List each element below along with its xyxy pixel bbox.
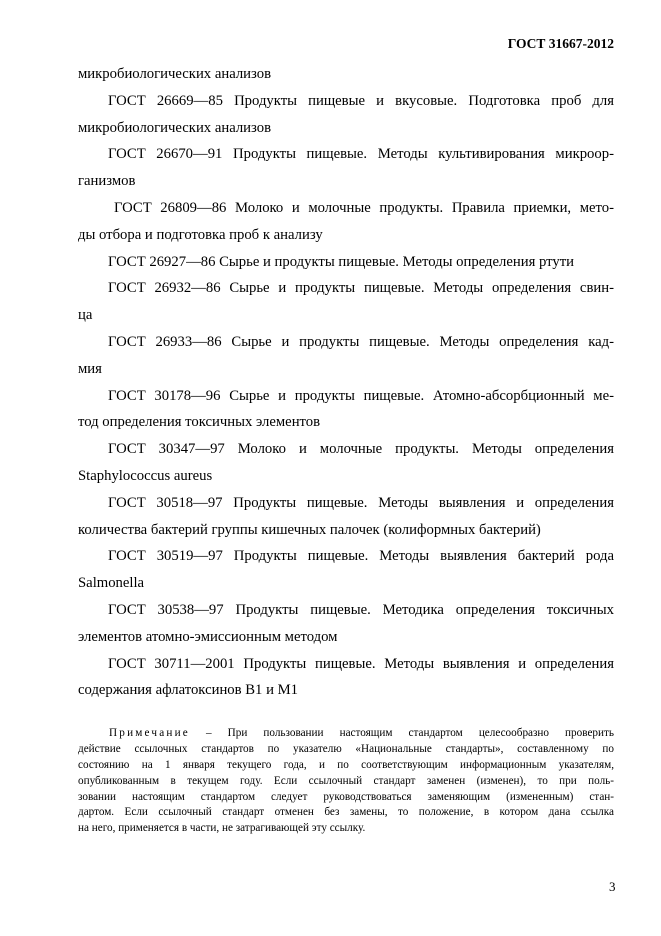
normative-references bbox=[78, 61, 614, 704]
reference-continuation: Staphylococcus aureus bbox=[78, 467, 213, 484]
note-line: опубликованным в текущем году. Если ссылочный стандарт заменен (изменен), то при поль- bbox=[78, 774, 614, 787]
note-line: дартом. Если ссылочный стандарт отменен без замены, то положение, в котором дана ссылка bbox=[78, 806, 614, 819]
reference-continuation: тод определения токсичных элементов bbox=[78, 414, 321, 431]
reference-gost-30178: ГОСТ 30178—96 Сырье и продукты пищевые. Атомно-абсорбционный ме- bbox=[108, 387, 614, 404]
reference-gost-30519: ГОСТ 30519—97 Продукты пищевые. Методы выявления бактерий рода bbox=[108, 548, 614, 565]
reference-gost-30347: ГОСТ 30347—97 Молоко и молочные продукты. Методы определения bbox=[108, 441, 614, 458]
reference-gost-26670: ГОСТ 26670—91 Продукты пищевые. Методы культивирования микроор- bbox=[108, 146, 614, 163]
reference-gost-26809: ГОСТ 26809—86 Молоко и молочные продукты. Правила приемки, мето- bbox=[114, 199, 614, 216]
reference-gost-26669: ГОСТ 26669—85 Продукты пищевые и вкусовые. Подготовка проб для bbox=[108, 92, 614, 109]
reference-continuation: микробиологических анализов bbox=[78, 119, 272, 136]
reference-gost-30538: ГОСТ 30538—97 Продукты пищевые. Методика определения токсичных bbox=[108, 601, 614, 618]
reference-gost-26933: ГОСТ 26933—86 Сырье и продукты пищевые. Методы определения кад- bbox=[108, 333, 614, 350]
note-line: зовании настоящим стандартом следует руководствоваться заменяющим (измененным) стан- bbox=[78, 790, 614, 803]
note-line: состоянию на 1 января текущего года, и по соответствующим информационным указателям, bbox=[78, 758, 614, 771]
document-header: ГОСТ 31667-2012 bbox=[507, 36, 614, 51]
note-first-line bbox=[78, 726, 614, 742]
reference-continuation: ганизмов bbox=[78, 173, 136, 190]
note-line: действие ссылочных стандартов по указателю «Национальные стандарты», составленному по bbox=[78, 742, 614, 755]
note-block bbox=[78, 726, 614, 837]
reference-gost-26932: ГОСТ 26932—86 Сырье и продукты пищевые. Методы определения свин- bbox=[108, 280, 614, 297]
reference-continuation: элементов атомно-эмиссионным методом bbox=[78, 628, 338, 645]
reference-gost-26927: ГОСТ 26927—86 Сырье и продукты пищевые. Методы определения ртути bbox=[108, 253, 575, 270]
note-label: Примечание bbox=[109, 727, 190, 739]
note-text: – При пользовании настоящим стандартом целесообразно проверить bbox=[189, 727, 614, 739]
reference-continuation: мия bbox=[78, 360, 102, 377]
note-line: на него, применяется в части, не затрагивающей эту ссылку. bbox=[78, 822, 366, 835]
reference-continuation: Salmonella bbox=[78, 575, 145, 592]
reference-continuation: ца bbox=[78, 307, 93, 324]
reference-gost-30518: ГОСТ 30518—97 Продукты пищевые. Методы выявления и определения bbox=[108, 494, 614, 511]
reference-continuation: количества бактерий группы кишечных палочек (колиформных бактерий) bbox=[78, 521, 541, 538]
reference-continuation: содержания афлатоксинов В1 и М1 bbox=[78, 682, 299, 699]
reference-gost-30711: ГОСТ 30711—2001 Продукты пищевые. Методы выявления и определения bbox=[108, 655, 614, 672]
reference-continuation: ды отбора и подготовка проб к анализу bbox=[78, 226, 323, 243]
reference-continuation: микробиологических анализов bbox=[78, 66, 272, 82]
page-number: 3 bbox=[609, 879, 616, 894]
